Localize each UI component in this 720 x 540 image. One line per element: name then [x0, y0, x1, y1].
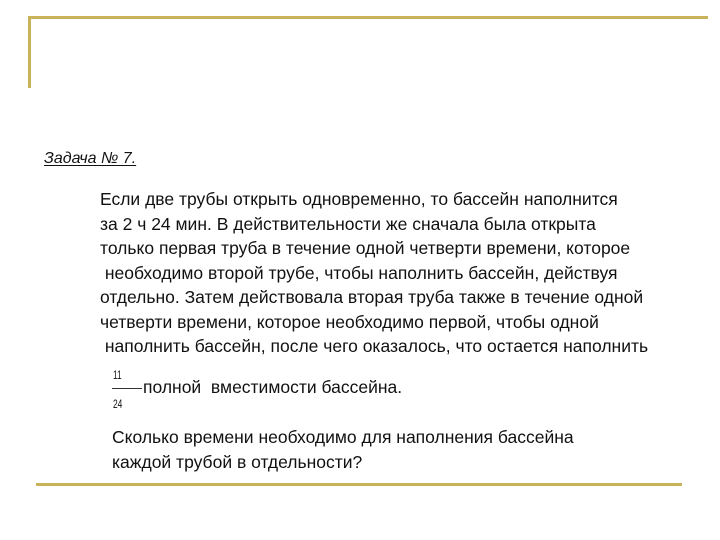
problem-line: за 2 ч 24 мин. В действительности же сначала была открыта — [100, 213, 596, 234]
fraction-numerator: 11 — [113, 368, 122, 382]
fraction — [110, 368, 140, 416]
frame-bottom-line — [36, 483, 682, 486]
problem-line: необходимо второй трубе, чтобы наполнить бассейн, действуя — [100, 262, 618, 283]
fraction-caption: полной вместимости бассейна. — [143, 377, 403, 397]
problem-line: только первая труба в течение одной четверти времени, которое — [100, 238, 631, 258]
frame-left-line — [28, 16, 31, 88]
fraction-bar — [112, 388, 142, 389]
problem-line: отдельно. Затем действовала вторая труба также в течение одной — [100, 287, 644, 307]
problem-text — [100, 187, 720, 359]
question-text — [112, 425, 702, 474]
problem-line: наполнить бассейн, после чего оказалось, что остается наполнить — [100, 336, 649, 356]
problem-line: четверти времени, которое необходимо первой, чтобы одной — [100, 311, 599, 332]
question-line: каждой трубой в отдельности? — [112, 451, 363, 472]
fraction-denominator: 24 — [113, 397, 123, 411]
frame-top-line — [28, 16, 708, 19]
question-line: Сколько времени необходимо для наполнения бассейна — [112, 427, 574, 447]
problem-line: Если две трубы открыть одновременно, то бассейн наполнится — [100, 189, 618, 209]
task-label: Задача № 7. — [44, 150, 137, 167]
